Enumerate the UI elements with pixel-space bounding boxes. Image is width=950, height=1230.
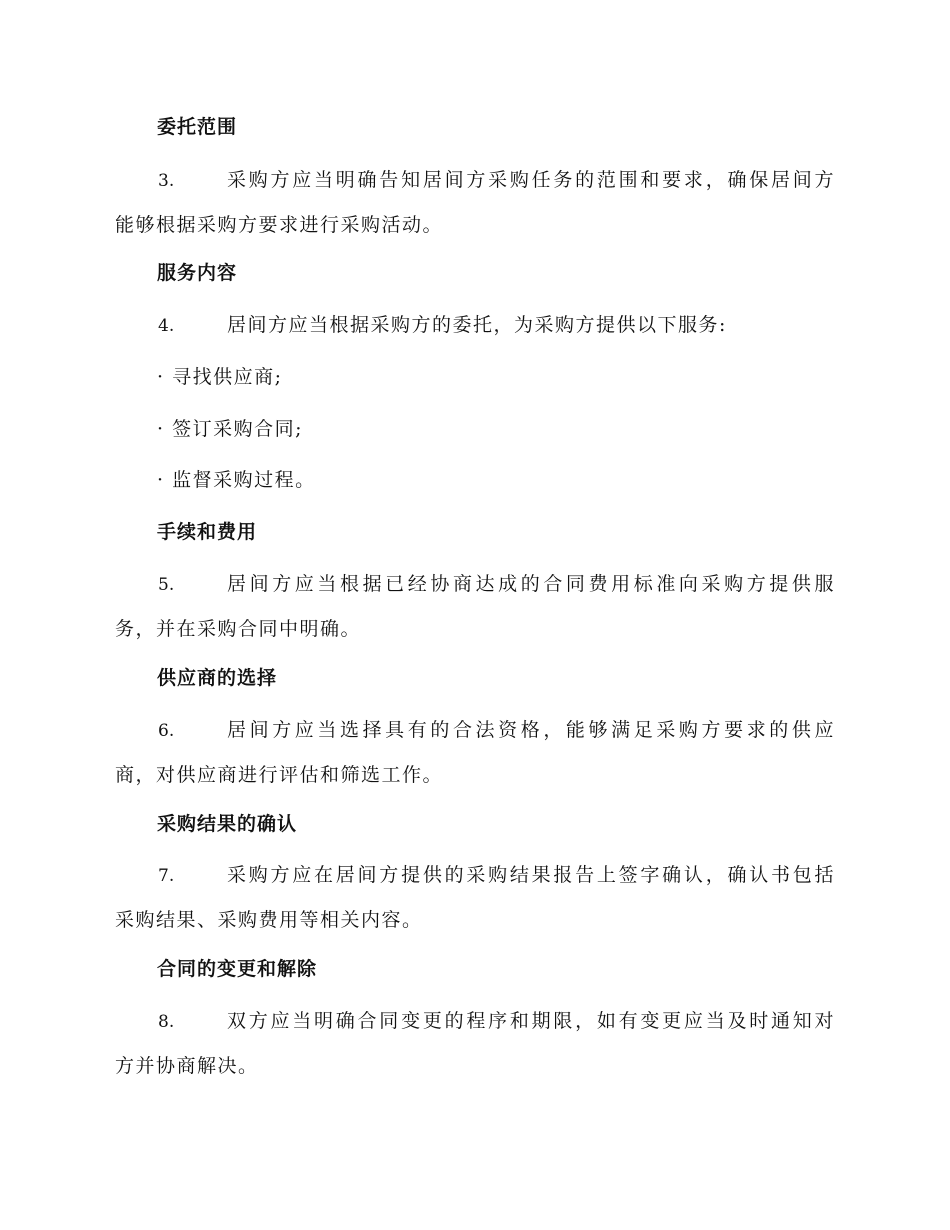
clause-text-line-1: 采购方应在居间方提供的采购结果报告上签字确认，确认书包括 xyxy=(227,864,835,886)
section-heading-result-confirmation: 采购结果的确认 xyxy=(157,813,298,835)
list-item: · 寻找供应商; xyxy=(157,366,283,388)
clause-text-line-1: 居间方应当选择具有的合法资格，能够满足采购方要求的供应 xyxy=(227,719,835,741)
section-heading-services: 服务内容 xyxy=(157,262,238,284)
clause-number: 6. xyxy=(158,721,175,741)
clause-number: 3. xyxy=(158,171,175,191)
section-heading-contract-change: 合同的变更和解除 xyxy=(157,958,318,980)
section-heading-supplier-selection: 供应商的选择 xyxy=(157,667,278,689)
clause-text-line-1: 采购方应当明确告知居间方采购任务的范围和要求，确保居间方 xyxy=(227,169,835,191)
clause-number: 4. xyxy=(158,316,175,336)
list-item: · 监督采购过程。 xyxy=(157,469,316,491)
clause-3 xyxy=(115,158,835,247)
clause-text-line-1: 居间方应当根据已经协商达成的合同费用标准向采购方提供服 xyxy=(227,573,835,595)
clause-4 xyxy=(115,303,835,348)
clause-number: 7. xyxy=(158,866,175,886)
clause-number: 5. xyxy=(158,575,175,595)
clause-text-line-1: 居间方应当根据采购方的委托，为采购方提供以下服务: xyxy=(227,314,727,336)
clause-5 xyxy=(115,562,835,651)
clause-number: 8. xyxy=(158,1012,175,1032)
section-heading-fees: 手续和费用 xyxy=(157,521,258,543)
clause-8 xyxy=(115,999,835,1088)
list-item: · 签订采购合同; xyxy=(157,418,303,440)
clause-text-line-2: 采购结果、采购费用等相关内容。 xyxy=(115,909,423,931)
section-heading-scope: 委托范围 xyxy=(157,116,238,138)
clause-7 xyxy=(115,853,835,942)
clause-text-line-2: 能够根据采购方要求进行采购活动。 xyxy=(115,214,444,236)
clause-text-line-2: 方并协商解决。 xyxy=(115,1055,259,1077)
clause-text-line-2: 商，对供应商进行评估和筛选工作。 xyxy=(115,764,444,786)
clause-6 xyxy=(115,708,835,797)
clause-text-line-2: 务，并在采购合同中明确。 xyxy=(115,618,362,640)
clause-text-line-1: 双方应当明确合同变更的程序和期限，如有变更应当及时通知对 xyxy=(227,1010,835,1032)
